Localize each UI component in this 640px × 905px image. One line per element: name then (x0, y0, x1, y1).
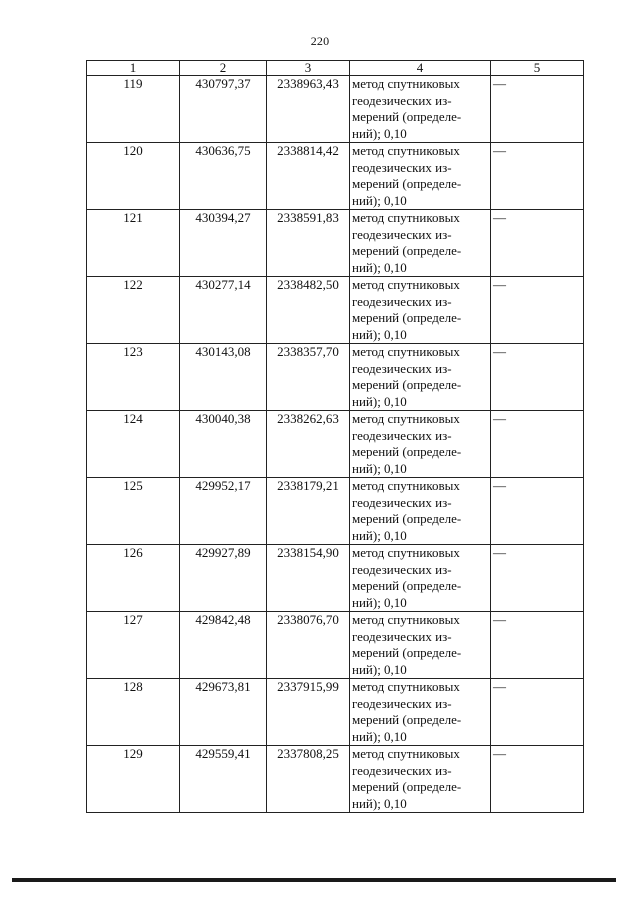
method-line: геодезических из- (352, 293, 452, 309)
header-col-3: 3 (267, 61, 350, 76)
method-cell (350, 411, 491, 478)
col5-value: — (491, 344, 584, 411)
point-number: 123 (87, 344, 180, 411)
coord-y: 2338262,63 (267, 411, 350, 478)
method-cell (350, 612, 491, 679)
header-col-4: 4 (350, 61, 491, 76)
coord-y: 2338076,70 (267, 612, 350, 679)
method-line: метод спутниковых (352, 344, 460, 359)
coord-y: 2338154,90 (267, 545, 350, 612)
point-number: 127 (87, 612, 180, 679)
method-line: ний); 0,10 (352, 259, 407, 275)
coord-x: 430143,08 (180, 344, 267, 411)
header-row (87, 61, 584, 76)
coord-y: 2338179,21 (267, 478, 350, 545)
method-line: геодезических из- (352, 92, 452, 108)
method-cell (350, 344, 491, 411)
method-line: геодезических из- (352, 360, 452, 376)
table-row (87, 143, 584, 210)
point-number: 121 (87, 210, 180, 277)
method-line: ний); 0,10 (352, 795, 407, 811)
method-line: мерений (определе- (352, 109, 462, 124)
coord-x: 429927,89 (180, 545, 267, 612)
method-line: мерений (определе- (352, 779, 462, 794)
col5-value: — (491, 210, 584, 277)
point-number: 124 (87, 411, 180, 478)
table-row (87, 746, 584, 813)
col5-value: — (491, 612, 584, 679)
col5-value: — (491, 76, 584, 143)
method-line: мерений (определе- (352, 712, 462, 727)
coord-x: 430797,37 (180, 76, 267, 143)
method-cell (350, 746, 491, 813)
col5-value: — (491, 746, 584, 813)
coord-y: 2338963,43 (267, 76, 350, 143)
table-row (87, 210, 584, 277)
col5-value: — (491, 478, 584, 545)
method-line: геодезических из- (352, 159, 452, 175)
coord-y: 2338814,42 (267, 143, 350, 210)
point-number: 119 (87, 76, 180, 143)
table-header (87, 61, 584, 76)
method-line: геодезических из- (352, 695, 452, 711)
coord-y: 2337915,99 (267, 679, 350, 746)
table-row (87, 478, 584, 545)
coord-y: 2338482,50 (267, 277, 350, 344)
point-number: 128 (87, 679, 180, 746)
method-line: мерений (определе- (352, 243, 462, 258)
method-line: метод спутниковых (352, 76, 460, 91)
table-row (87, 612, 584, 679)
method-line: ний); 0,10 (352, 393, 407, 409)
method-cell (350, 143, 491, 210)
method-line: метод спутниковых (352, 679, 460, 694)
header-col-5: 5 (491, 61, 584, 76)
method-line: ний); 0,10 (352, 594, 407, 610)
method-line: ний); 0,10 (352, 125, 407, 141)
method-cell (350, 545, 491, 612)
method-line: метод спутниковых (352, 545, 460, 560)
method-cell (350, 210, 491, 277)
bottom-rule (12, 878, 616, 882)
method-line: ний); 0,10 (352, 527, 407, 543)
method-line: ний); 0,10 (352, 192, 407, 208)
table-row (87, 277, 584, 344)
method-cell (350, 76, 491, 143)
method-line: геодезических из- (352, 561, 452, 577)
method-line: ний); 0,10 (352, 460, 407, 476)
method-cell (350, 478, 491, 545)
point-number: 126 (87, 545, 180, 612)
table-row (87, 344, 584, 411)
coord-x: 430636,75 (180, 143, 267, 210)
table-body (87, 76, 584, 813)
method-line: метод спутниковых (352, 411, 460, 426)
method-line: геодезических из- (352, 762, 452, 778)
coord-x: 429673,81 (180, 679, 267, 746)
method-line: мерений (определе- (352, 176, 462, 191)
point-number: 120 (87, 143, 180, 210)
col5-value: — (491, 679, 584, 746)
method-line: мерений (определе- (352, 645, 462, 660)
method-line: метод спутниковых (352, 612, 460, 627)
coord-x: 429952,17 (180, 478, 267, 545)
coord-x: 430394,27 (180, 210, 267, 277)
col5-value: — (491, 545, 584, 612)
point-number: 122 (87, 277, 180, 344)
method-line: геодезических из- (352, 226, 452, 242)
coord-x: 429842,48 (180, 612, 267, 679)
coord-x: 430277,14 (180, 277, 267, 344)
point-number: 129 (87, 746, 180, 813)
coord-y: 2338591,83 (267, 210, 350, 277)
method-line: метод спутниковых (352, 277, 460, 292)
method-line: мерений (определе- (352, 310, 462, 325)
method-cell (350, 277, 491, 344)
method-line: геодезических из- (352, 427, 452, 443)
method-line: ний); 0,10 (352, 661, 407, 677)
method-line: метод спутниковых (352, 143, 460, 158)
method-line: мерений (определе- (352, 511, 462, 526)
point-number: 125 (87, 478, 180, 545)
method-line: ний); 0,10 (352, 326, 407, 342)
method-line: геодезических из- (352, 628, 452, 644)
page-number: 220 (310, 34, 330, 48)
coordinates-table (86, 60, 584, 813)
coord-y: 2338357,70 (267, 344, 350, 411)
method-cell (350, 679, 491, 746)
table-row (87, 545, 584, 612)
coord-x: 430040,38 (180, 411, 267, 478)
table-row (87, 411, 584, 478)
method-line: мерений (определе- (352, 578, 462, 593)
header-col-2: 2 (180, 61, 267, 76)
method-line: мерений (определе- (352, 444, 462, 459)
col5-value: — (491, 277, 584, 344)
method-line: ний); 0,10 (352, 728, 407, 744)
method-line: мерений (определе- (352, 377, 462, 392)
coord-y: 2337808,25 (267, 746, 350, 813)
method-line: метод спутниковых (352, 478, 460, 493)
method-line: метод спутниковых (352, 746, 460, 761)
col5-value: — (491, 143, 584, 210)
method-line: геодезических из- (352, 494, 452, 510)
coord-x: 429559,41 (180, 746, 267, 813)
header-col-1: 1 (87, 61, 180, 76)
col5-value: — (491, 411, 584, 478)
table-row (87, 76, 584, 143)
table-row (87, 679, 584, 746)
method-line: метод спутниковых (352, 210, 460, 225)
